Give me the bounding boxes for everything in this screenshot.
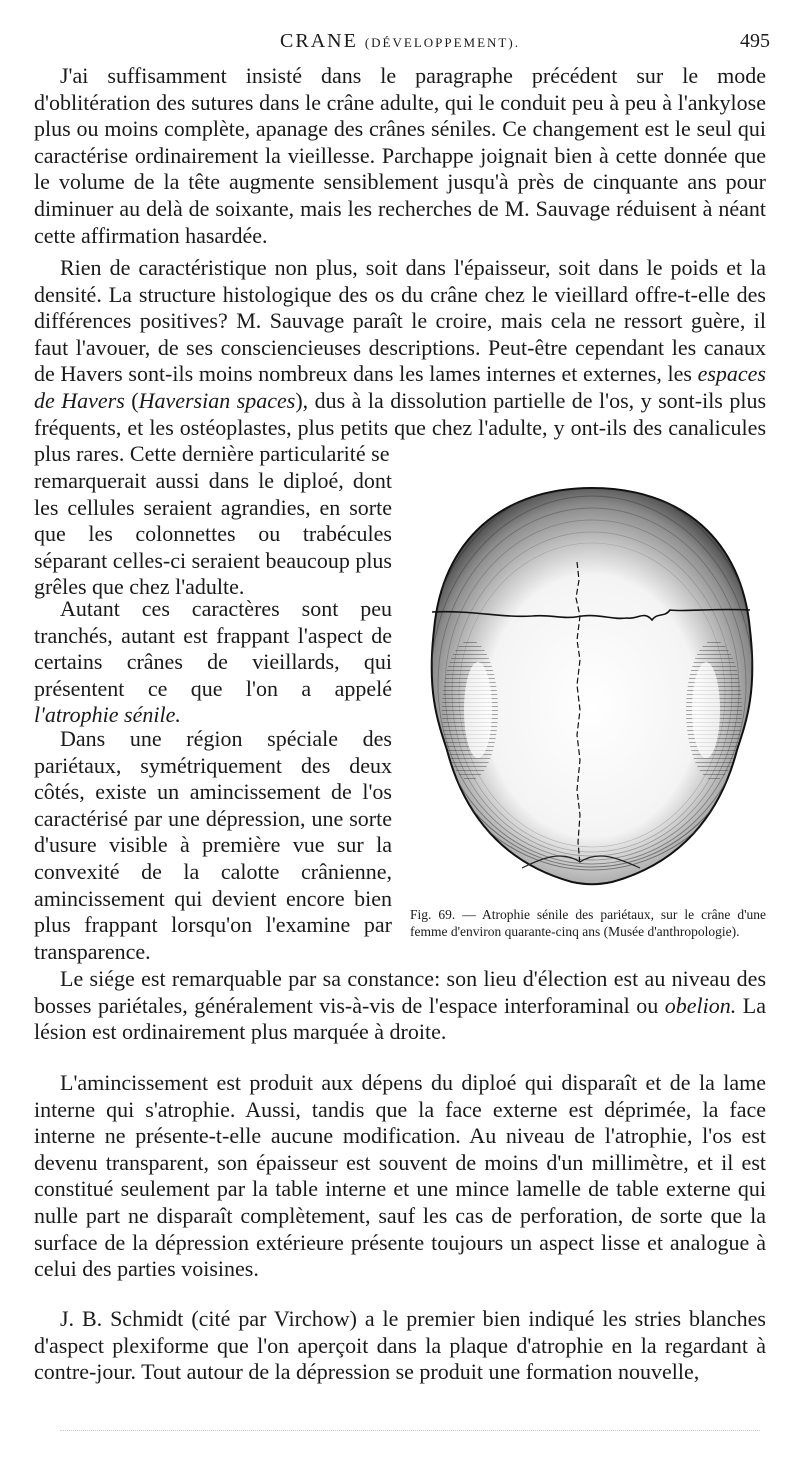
skull-engraving bbox=[412, 470, 772, 900]
page-number: 495 bbox=[740, 30, 770, 52]
running-head-title bbox=[0, 30, 800, 53]
paragraph-2-continuation: remarquerait aussi dans le diploé, dont les cellules seraient agrandies, en sorte que les colonnettes ou trabécules séparant celles-ci seraient beaucoup plus grêles que chez l'adulte. bbox=[34, 468, 392, 600]
paragraph-5: Le siége est remarquable par sa constance: son lieu d'élection est au niveau des bosses pariétales, généralement vis-à-vis de l'espace interforaminal ou obelion. La lésion est ordinairement plus marquée à droite. bbox=[34, 966, 767, 1045]
paragraph-7: J. B. Schmidt (cité par Virchow) a le premier bien indiqué les stries blanches d'aspect plexiforme que l'on aperçoit dans la plaque d'atrophie en la regardant à contre-jour. Tout autour de la dépression se produit une formation nouvelle, bbox=[34, 1306, 766, 1385]
chapter-subtitle: (DÉVELOPPEMENT). bbox=[364, 35, 520, 50]
paragraph-3: Autant ces caractères sont peu tranchés, autant est frappant l'aspect de certains crânes de vieillards, qui présentent ce que l'on a appelé l'atrophie sénile. bbox=[34, 596, 392, 728]
paragraph-2: Rien de caractéristique non plus, soit dans l'épaisseur, soit dans le poids et la densité. La structure histologique des os du crâne chez le vieillard offre-t-elle des différences positives? M. Sauvage paraît le croire, mais cela ne ressort guère, il faut l'avouer, de ses consciencieuses descriptions. Peut-être cependant les canaux de Havers sont-ils moins nombreux dans les lames internes et externes, les espaces de Havers (Haversian spaces), dus à la dissolution partielle de l'os, y sont-ils plus fréquents, et les ostéoplastes, plus petits que chez l'adulte, y ont-ils des canalicules plus rares. Cette dernière particularité se bbox=[34, 255, 767, 467]
paragraph-4: Dans une région spéciale des pariétaux, symétriquement des deux côtés, existe un amincissement de l'os caractérisé par une dépression, une sorte d'usure visible à première vue sur la convexité de la calotte crânienne, amincissement qui devient encore bien plus frappant lorsqu'on l'examine par transparence. bbox=[34, 726, 392, 964]
figure-caption: Fig. 69. — Atrophie sénile des pariétaux, sur le crâne d'une femme d'environ quarante-cinq ans (Musée d'anthropologie). bbox=[410, 907, 766, 939]
paragraph-6: L'amincissement est produit aux dépens du diploé qui disparaît et de la lame interne qui s'atrophie. Aussi, tandis que la face externe est déprimée, la face interne ne présente-t-elle aucune modification. Au niveau de l'atrophie, l'os est devenu transparent, son épaisseur est souvent de moins d'un millimètre, et il est constitué seulement par la table interne et une mince lamelle de table externe qui nulle part ne disparaît complètement, sauf les cas de perforation, de sorte que la surface de la dépression extérieure présente toujours un aspect lisse et analogue à celui des parties voisines. bbox=[34, 1070, 766, 1282]
chapter-title: CRANE bbox=[280, 30, 358, 52]
running-header bbox=[0, 30, 800, 56]
figure-skull-illustration bbox=[412, 470, 772, 900]
page-bottom-rule bbox=[60, 1430, 760, 1441]
atrophy-depression-right bbox=[686, 640, 742, 780]
atrophy-depression-left bbox=[442, 640, 498, 780]
paragraph-1: J'ai suffisamment insisté dans le paragraphe précédent sur le mode d'oblitération des sutures dans le crâne adulte, qui le conduit peu à peu à l'ankylose plus ou moins complète, apanage des crânes séniles. Ce changement est le seul qui caractérise ordinairement la vieillesse. Parchappe joignait bien à cette donnée que le volume de la tête augmente sensiblement jusqu'à près de cinquante ans pour diminuer au delà de soixante, mais les recherches de M. Sauvage réduisent à néant cette affirmation hasardée. bbox=[34, 63, 766, 248]
